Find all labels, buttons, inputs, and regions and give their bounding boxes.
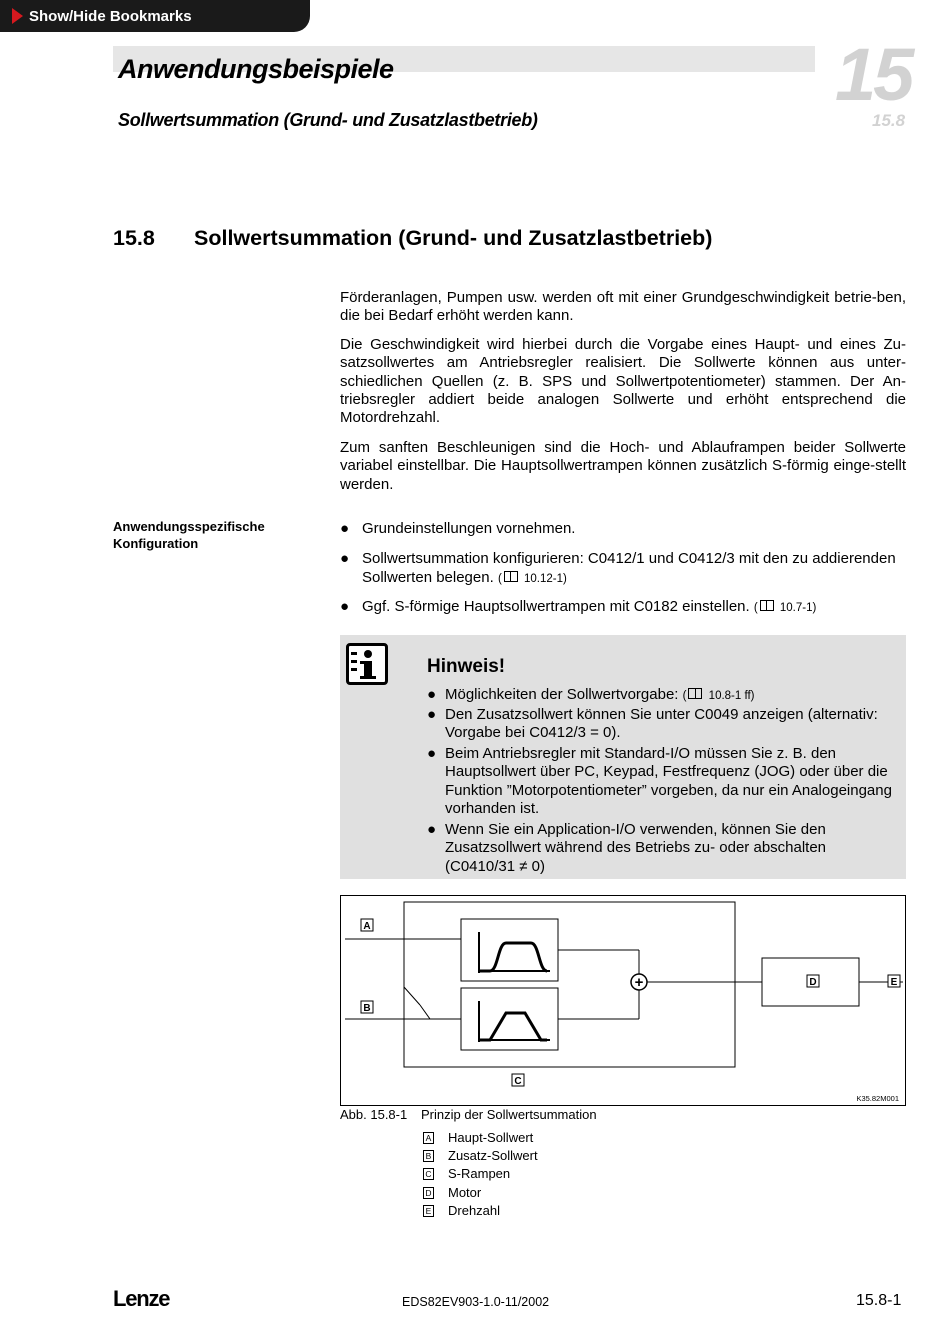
legend-key: A [423, 1132, 434, 1144]
triangle-right-icon [12, 8, 23, 24]
bullet-text: Möglichkeiten der Sollwertvorgabe: [445, 686, 679, 703]
section-number: 15.8 [113, 226, 155, 250]
legend-text: Zusatz-Sollwert [448, 1148, 538, 1163]
section-heading [113, 226, 712, 251]
label-c [512, 1074, 524, 1087]
svg-text:E: E [890, 977, 898, 988]
note-title: Hinweis! [427, 656, 506, 677]
label-d [807, 975, 819, 988]
config-label-line2: Konfiguration [113, 535, 199, 551]
bullet-icon: ● [427, 706, 437, 723]
book-icon [688, 688, 702, 699]
label-a [361, 919, 373, 932]
bullet-icon: ● [427, 821, 437, 838]
header-subtitle: Sollwertsummation (Grund- und Zusatzlastbetrieb) [118, 110, 538, 130]
section-title: Sollwertsummation (Grund- und Zusatzlastbetrieb) [194, 226, 713, 250]
legend-key: C [423, 1168, 434, 1180]
figure-title: Prinzip der Sollwertsummation [421, 1107, 597, 1122]
figure-number: Abb. 15.8-1 [340, 1107, 408, 1122]
legend-key: E [423, 1205, 434, 1217]
bullet-text: Ggf. S-förmige Hauptsollwertrampen mit C0182 einstellen. [362, 598, 750, 615]
bullet-text: Grundeinstellungen vornehmen. [362, 520, 576, 537]
config-side-label [113, 519, 303, 552]
paragraph-2: Die Geschwindigkeit wird hierbei durch die Vorgabe eines Haupt- und eines Zu-satzsollwertes am Antriebsregler realisiert. Die Sollwerte können aus unter-schiedlichen Quellen (z. B. SPS und Sollwertpotentiometer) stammen. Der An-triebsregler addiert beide analogen Sollwerte und erhöht entsprechend die Motordrehzahl. [340, 336, 906, 427]
svg-text:A: A [363, 921, 371, 932]
book-icon [760, 600, 774, 611]
bullet-text-wrap [445, 686, 900, 705]
bullet-icon: ● [427, 745, 437, 762]
config-label-line1: Anwendungsspezifische [113, 519, 265, 534]
legend-text: Haupt-Sollwert [448, 1130, 534, 1145]
show-hide-bookmarks-button[interactable] [0, 0, 310, 32]
legend-text: S-Rampen [448, 1166, 511, 1181]
label-e [888, 975, 900, 988]
header-section-number: 15.8 [872, 111, 906, 130]
bullet-text-wrap [362, 549, 906, 589]
lenze-logo: Lenze [113, 1286, 170, 1311]
document-id: EDS82EV903-1.0-11/2002 [402, 1295, 550, 1309]
chapter-number: 15 [835, 33, 912, 116]
bullet-text: Den Zusatzsollwert können Sie unter C0049 anzeigen (alternativ: Vorgabe bei C0412/3 = 0). [445, 706, 878, 742]
bullet-icon: ● [340, 598, 350, 615]
reference-text: 10.8-1 ff) [708, 690, 755, 702]
diagram-code: K35.82M001 [856, 1094, 899, 1103]
s-ramps-box [404, 902, 735, 1067]
book-icon [504, 571, 518, 582]
bullet-text: Wenn Sie ein Application-I/O verwenden, können Sie den Zusatzsollwert während des Betriebs zu- oder abschalten (C0410/31 ≠ 0) [445, 821, 827, 875]
svg-text:D: D [809, 977, 817, 988]
bookmarks-label: Show/Hide Bookmarks [29, 7, 192, 25]
plus-sign: + [634, 974, 644, 991]
info-icon [346, 643, 388, 685]
cross-reference-link[interactable]: ( 10.7-1) [753, 602, 817, 614]
figure-caption [340, 1107, 597, 1122]
label-b [361, 1001, 373, 1014]
bullet-icon: ● [340, 520, 350, 537]
bullet-text: Beim Antriebsregler mit Standard-I/O müssen Sie z. B. den Hauptsollwert über PC, Keypad, Festfrequenz (JOG) oder über die Funktion ”Motorpotentiometer” vorgeben, da nur ein Analogeingang vorhanden ist. [445, 745, 892, 818]
legend-key: B [423, 1150, 434, 1162]
svg-text:C: C [514, 1076, 522, 1087]
legend-key: D [423, 1187, 434, 1199]
setpoint-summation-diagram [340, 895, 906, 1106]
cross-reference-link[interactable]: ( 10.8-1 ff) [682, 690, 755, 702]
paragraph-1: Förderanlagen, Pumpen usw. werden oft mit einer Grundgeschwindigkeit betrie-ben, die bei Bedarf erhöht werden kann. [340, 289, 906, 325]
paragraph-3: Zum sanften Beschleunigen sind die Hoch- und Ablauframpen beider Sollwerte variabel einstellbar. Die Hauptsollwertrampen können zusätzlich S-förmig einge-stellt werden. [340, 439, 906, 493]
bullet-icon: ● [427, 686, 437, 703]
bullet-text-wrap [362, 597, 906, 618]
header-title: Anwendungsbeispiele [118, 54, 394, 84]
bullet-icon: ● [340, 550, 350, 567]
svg-text:B: B [363, 1003, 371, 1014]
bullet-text: Sollwertsummation konfigurieren: C0412/1 und C0412/3 mit den zu addierenden Sollwerten belegen. [362, 550, 896, 586]
reference-text: 10.7-1) [779, 602, 817, 614]
reference-text: 10.12-1) [523, 573, 567, 585]
legend-text: Motor [448, 1185, 482, 1200]
page-number: 15.8-1 [856, 1292, 902, 1309]
legend-text: Drehzahl [448, 1203, 501, 1218]
cross-reference-link[interactable]: ( 10.12-1) [497, 573, 567, 585]
